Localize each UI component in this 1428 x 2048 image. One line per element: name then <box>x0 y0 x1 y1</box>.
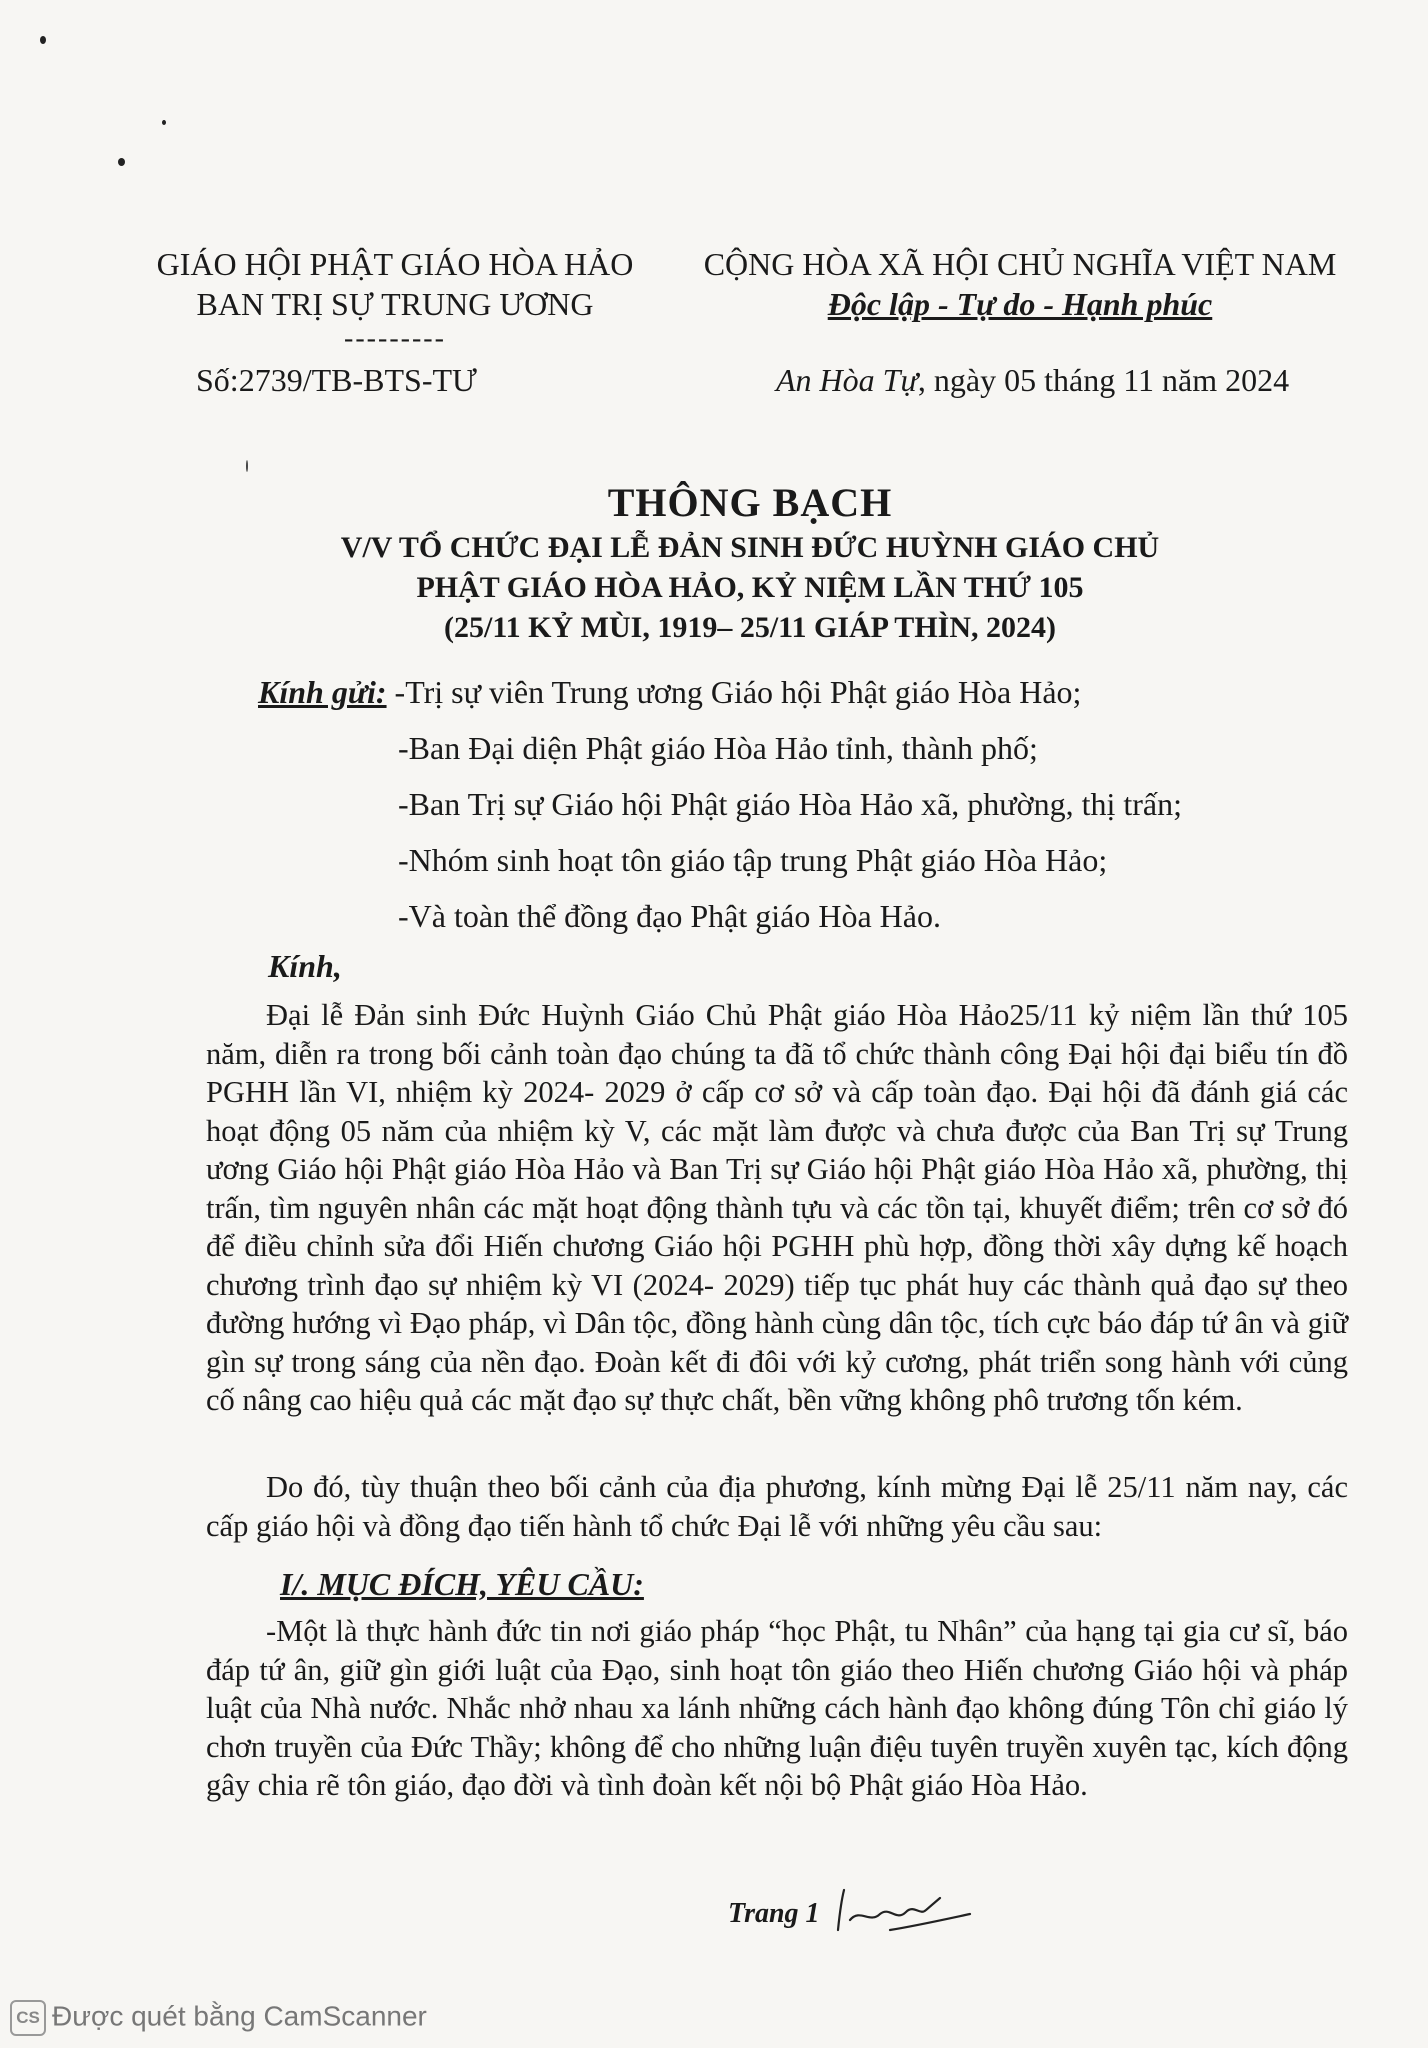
title-line-1: V/V TỔ CHỨC ĐẠI LỄ ĐẢN SINH ĐỨC HUỲNH GIÁO CHỦ <box>340 531 1160 564</box>
recipients-first <box>258 672 1081 712</box>
recipients-label: Kính gửi: <box>258 674 387 710</box>
section-paragraph: -Một là thực hành đức tin nơi giáo pháp “học Phật, tu Nhân” của hạng tại gia cư sĩ, báo đáp tứ ân, giữ gìn giới luật của Đạo, sinh hoạt tôn giáo theo Hiến chương Giáo hội và pháp luật của Nhà nước. Nhắc nhở nhau xa lánh những cách hành đạo không đúng Tôn chỉ giáo lý chơn truyền của Đức Thầy; không để cho những luận điệu tuyên truyền xuyên tạc, kích động gây chia rẽ tôn giáo, đạo đời và tình đoàn kết nội bộ Phật giáo Hòa Hảo. <box>206 1614 1348 1802</box>
document-title: THÔNG BẠCH <box>607 480 893 525</box>
title-line-3: (25/11 KỶ MÙI, 1919– 25/11 GIÁP THÌN, 2024) <box>444 611 1056 644</box>
title-line-2: PHẬT GIÁO HÒA HẢO, KỶ NIỆM LẦN THỨ 105 <box>416 571 1084 604</box>
place: An Hòa Tự <box>776 362 918 398</box>
recipient-item: -Và toàn thể đồng đạo Phật giáo Hòa Hảo. <box>398 898 941 934</box>
scan-speck <box>162 120 166 125</box>
scanner-text: Được quét bằng CamScanner <box>52 2000 427 2032</box>
date: , ngày 05 tháng 11 năm 2024 <box>917 362 1290 398</box>
body-paragraph-2: Do đó, tùy thuận theo bối cảnh của địa phương, kính mừng Đại lễ 25/11 năm nay, các cấp giáo hội và đồng đạo tiến hành tổ chức Đại lễ với những yêu cầu sau: <box>206 1470 1348 1543</box>
salutation: Kính, <box>268 948 342 984</box>
handwritten-initial <box>830 1880 980 1940</box>
title-block <box>200 478 1300 648</box>
recipient-item: -Trị sự viên Trung ương Giáo hội Phật giáo Hòa Hảo; <box>394 674 1082 710</box>
header-divider: --------- <box>344 323 446 354</box>
org-name: GIÁO HỘI PHẬT GIÁO HÒA HẢO <box>156 246 634 282</box>
recipient-item: -Nhóm sinh hoạt tôn giáo tập trung Phật giáo Hòa Hảo; <box>398 842 1108 878</box>
recipient-item: -Ban Đại diện Phật giáo Hòa Hảo tỉnh, thành phố; <box>398 730 1038 766</box>
org-header <box>150 244 640 354</box>
body-paragraph-1: Đại lễ Đản sinh Đức Huỳnh Giáo Chủ Phật giáo Hòa Hảo25/11 kỷ niệm lần thứ 105 năm, diễn ra trong bối cảnh toàn đạo chúng ta đã tổ chức thành công Đại hội đại biểu tín đồ PGHH lần VI, nhiệm kỳ 2024- 2029 ở cấp cơ sở và cấp toàn đạo. Đại hội đã đánh giá các hoạt động 05 năm của nhiệm kỳ V, các mặt làm được và chưa được của Ban Trị sự Trung ương Giáo hội Phật giáo Hòa Hảo và Ban Trị sự Giáo hội Phật giáo Hòa Hảo xã, phường, thị trấn, tìm nguyên nhân các mặt hoạt động thành tựu và các tồn tại, khuyết điểm; trên cơ sở đó để điều chỉnh sửa đổi Hiến chương Giáo hội PGHH phù hợp, đồng thời xây dựng kế hoạch chương trình đạo sự nhiệm kỳ VI (2024- 2029) tiếp tục phát huy các thành quả đạo sự theo đường hướng vì Đạo pháp, vì Dân tộc, đồng hành cùng dân tộc, tích cực báo đáp tứ ân và giữ gìn sự trong sáng của nền đạo. Đoàn kết đi đôi với kỷ cương, phát triển song hành với củng cố nâng cao hiệu quả các mặt đạo sự thực chất, bền vững không phô trương tốn kém. <box>206 998 1348 1417</box>
recipient-item: -Ban Trị sự Giáo hội Phật giáo Hòa Hảo xã, phường, thị trấn; <box>398 786 1182 822</box>
document-number: Số:2739/TB-BTS-TƯ <box>196 362 477 398</box>
national-motto: Độc lập - Tự do - Hạnh phúc <box>827 286 1213 322</box>
section-heading: I/. MỤC ĐÍCH, YÊU CẦU: <box>280 1566 644 1602</box>
scan-speck <box>246 460 248 472</box>
page-number: Trang 1 <box>728 1898 820 1929</box>
place-date <box>776 360 1289 400</box>
national-header <box>700 244 1340 324</box>
scanner-footer <box>10 2000 427 2036</box>
national-title: CỘNG HÒA XÃ HỘI CHỦ NGHĨA VIỆT NAM <box>703 246 1337 282</box>
org-department: BAN TRỊ SỰ TRUNG ƯƠNG <box>196 286 594 322</box>
scan-speck <box>40 36 46 44</box>
camscanner-logo-icon: CS <box>10 2000 46 2036</box>
scan-speck <box>118 158 125 166</box>
